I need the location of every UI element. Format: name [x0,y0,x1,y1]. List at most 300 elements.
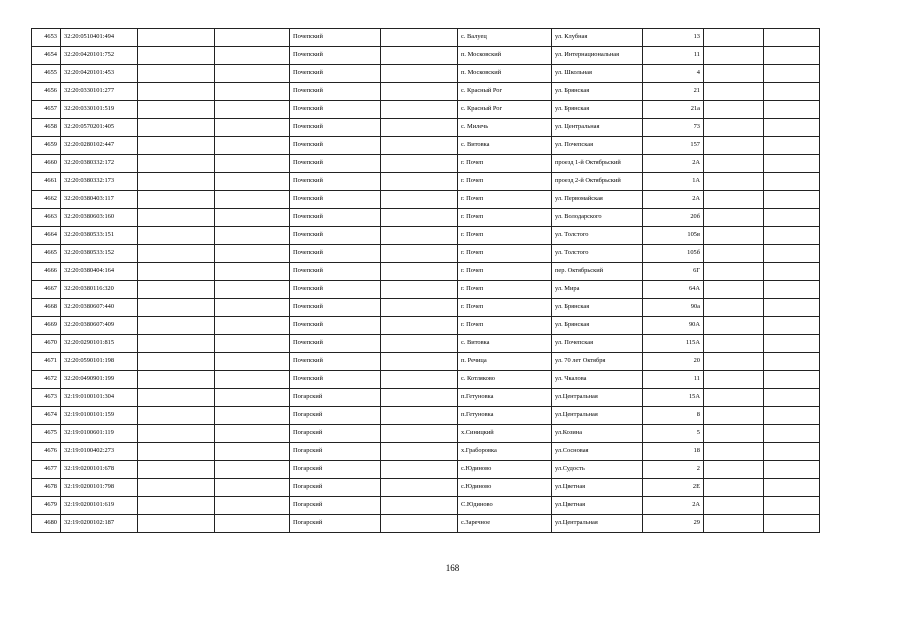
cadastral-number: 32:20:0420101:453 [61,65,138,83]
street: ул. Центральная [552,119,643,137]
table-row [32,101,820,119]
empty-cell [704,191,764,209]
empty-cell [764,209,820,227]
empty-cell [704,47,764,65]
empty-cell [138,317,215,335]
empty-cell [138,371,215,389]
house-number: 1А [643,173,704,191]
house-number: 20б [643,209,704,227]
house-number: 2А [643,497,704,515]
row-number: 4660 [32,155,61,173]
house-number: 20 [643,353,704,371]
empty-cell [704,227,764,245]
empty-cell [381,353,458,371]
settlement: п. Московский [458,47,552,65]
street: ул.Козина [552,425,643,443]
empty-cell [764,281,820,299]
district: Погарский [290,389,381,407]
empty-cell [764,47,820,65]
empty-cell [215,191,290,209]
empty-cell [764,425,820,443]
cadastral-number: 32:20:0570201:405 [61,119,138,137]
empty-cell [704,173,764,191]
empty-cell [764,227,820,245]
empty-cell [704,299,764,317]
page-number: 168 [445,563,460,573]
settlement: г. Почеп [458,227,552,245]
street: ул. Брянская [552,83,643,101]
empty-cell [704,497,764,515]
table-row [32,173,820,191]
cadastral-number: 32:20:0510401:494 [61,29,138,47]
house-number: 2Е [643,479,704,497]
district: Погарский [290,425,381,443]
empty-cell [138,47,215,65]
empty-cell [381,371,458,389]
cadastral-number: 32:20:0280102:447 [61,137,138,155]
house-number: 15А [643,389,704,407]
empty-cell [215,227,290,245]
empty-cell [704,209,764,227]
cadastral-number: 32:20:0330101:277 [61,83,138,101]
empty-cell [215,101,290,119]
empty-cell [215,299,290,317]
empty-cell [704,353,764,371]
district: Почепский [290,101,381,119]
house-number: 90А [643,317,704,335]
table-row [32,65,820,83]
row-number: 4680 [32,515,61,533]
empty-cell [138,245,215,263]
empty-cell [704,425,764,443]
empty-cell [215,317,290,335]
settlement: с.Заречное [458,515,552,533]
settlement: г. Почеп [458,281,552,299]
empty-cell [381,281,458,299]
district: Погарский [290,497,381,515]
row-number: 4672 [32,371,61,389]
empty-cell [381,191,458,209]
settlement: с.Юдиново [458,479,552,497]
empty-cell [215,119,290,137]
settlement: г. Почеп [458,191,552,209]
table-row [32,371,820,389]
empty-cell [381,407,458,425]
empty-cell [138,515,215,533]
district: Почепский [290,137,381,155]
empty-cell [381,47,458,65]
house-number: 8 [643,407,704,425]
empty-cell [704,65,764,83]
empty-cell [764,155,820,173]
district: Погарский [290,515,381,533]
empty-cell [764,317,820,335]
empty-cell [764,353,820,371]
district: Почепский [290,335,381,353]
empty-cell [215,47,290,65]
empty-cell [764,443,820,461]
street: проезд 1-й Октябрьский [552,155,643,173]
empty-cell [215,263,290,281]
empty-cell [215,29,290,47]
settlement: г. Почеп [458,317,552,335]
empty-cell [215,245,290,263]
empty-cell [764,263,820,281]
empty-cell [381,83,458,101]
empty-cell [764,461,820,479]
district: Погарский [290,461,381,479]
street: ул. Первомайская [552,191,643,209]
row-number: 4674 [32,407,61,425]
street: ул.Сосновая [552,443,643,461]
empty-cell [215,497,290,515]
empty-cell [704,461,764,479]
district: Погарский [290,407,381,425]
empty-cell [138,389,215,407]
empty-cell [215,407,290,425]
cadastral-number: 32:20:0380607:409 [61,317,138,335]
table-row [32,209,820,227]
cadastral-number: 32:20:0420101:752 [61,47,138,65]
house-number: 2А [643,155,704,173]
empty-cell [215,353,290,371]
settlement: г. Почеп [458,173,552,191]
empty-cell [138,83,215,101]
table-row [32,497,820,515]
table-row [32,479,820,497]
cadastral-number: 32:20:0380403:117 [61,191,138,209]
table-row [32,47,820,65]
row-number: 4657 [32,101,61,119]
empty-cell [704,101,764,119]
cadastral-number: 32:20:0380607:440 [61,299,138,317]
district: Почепский [290,29,381,47]
settlement: п.Гетуновка [458,389,552,407]
street: ул. Мира [552,281,643,299]
street: проезд 2-й Октябрьский [552,173,643,191]
cadastral-number: 32:19:0100601:119 [61,425,138,443]
empty-cell [138,29,215,47]
row-number: 4670 [32,335,61,353]
settlement: п.Гетуновка [458,407,552,425]
settlement: с. Красный Рог [458,101,552,119]
empty-cell [215,371,290,389]
empty-cell [704,515,764,533]
street: ул. Интернациональная [552,47,643,65]
empty-cell [764,479,820,497]
street: пер. Октябрьский [552,263,643,281]
cadastral-number: 32:19:0200101:619 [61,497,138,515]
empty-cell [764,515,820,533]
table-row [32,263,820,281]
empty-cell [704,119,764,137]
empty-cell [381,479,458,497]
house-number: 21 [643,83,704,101]
row-number: 4679 [32,497,61,515]
settlement: с. Милечь [458,119,552,137]
empty-cell [138,425,215,443]
row-number: 4665 [32,245,61,263]
table-row [32,191,820,209]
cadastral-number: 32:20:0330101:519 [61,101,138,119]
district: Почепский [290,245,381,263]
cadastral-number: 32:20:0380404:164 [61,263,138,281]
street: ул. Почепская [552,335,643,353]
empty-cell [381,209,458,227]
district: Почепский [290,65,381,83]
empty-cell [704,479,764,497]
empty-cell [764,191,820,209]
street: ул. 70 лет Октября [552,353,643,371]
table-row [32,155,820,173]
table-row [32,425,820,443]
district: Почепский [290,155,381,173]
row-number: 4664 [32,227,61,245]
cadastral-number: 32:20:0590101:198 [61,353,138,371]
district: Почепский [290,317,381,335]
row-number: 4667 [32,281,61,299]
district: Почепский [290,119,381,137]
registry-table [31,28,820,533]
row-number: 4669 [32,317,61,335]
empty-cell [138,407,215,425]
empty-cell [764,83,820,101]
street: ул. Клубная [552,29,643,47]
row-number: 4675 [32,425,61,443]
empty-cell [704,407,764,425]
table-row [32,443,820,461]
empty-cell [381,335,458,353]
cadastral-number: 32:19:0100402:273 [61,443,138,461]
empty-cell [381,155,458,173]
district: Почепский [290,353,381,371]
table-row [32,317,820,335]
empty-cell [215,443,290,461]
empty-cell [764,173,820,191]
row-number: 4666 [32,263,61,281]
empty-cell [381,245,458,263]
empty-cell [764,299,820,317]
table-body [32,29,820,533]
empty-cell [764,65,820,83]
street: ул. Школьная [552,65,643,83]
empty-cell [215,155,290,173]
cadastral-number: 32:19:0200102:187 [61,515,138,533]
settlement: г. Почеп [458,299,552,317]
empty-cell [381,137,458,155]
empty-cell [381,425,458,443]
settlement: г. Почеп [458,209,552,227]
district: Почепский [290,191,381,209]
empty-cell [138,101,215,119]
empty-cell [764,101,820,119]
empty-cell [138,461,215,479]
district: Почепский [290,173,381,191]
empty-cell [764,245,820,263]
settlement: х.Синицкий [458,425,552,443]
street: ул.Центральная [552,389,643,407]
empty-cell [381,101,458,119]
house-number: 4 [643,65,704,83]
settlement: п. Московский [458,65,552,83]
row-number: 4678 [32,479,61,497]
house-number: 13 [643,29,704,47]
table-row [32,389,820,407]
empty-cell [138,299,215,317]
cadastral-number: 32:19:0200101:678 [61,461,138,479]
district: Почепский [290,263,381,281]
house-number: 29 [643,515,704,533]
empty-cell [381,65,458,83]
street: ул. Толстого [552,227,643,245]
street: ул. Брянская [552,299,643,317]
empty-cell [138,335,215,353]
empty-cell [381,227,458,245]
empty-cell [704,83,764,101]
empty-cell [704,389,764,407]
row-number: 4662 [32,191,61,209]
settlement: с.Юдиново [458,461,552,479]
cadastral-number: 32:20:0380533:152 [61,245,138,263]
street: ул.Судость [552,461,643,479]
settlement: с. Витовка [458,335,552,353]
house-number: 105б [643,245,704,263]
house-number: 73 [643,119,704,137]
empty-cell [764,371,820,389]
settlement: с. Валуец [458,29,552,47]
table-row [32,461,820,479]
settlement: х.Граборовка [458,443,552,461]
empty-cell [704,317,764,335]
house-number: 64А [643,281,704,299]
row-number: 4677 [32,461,61,479]
empty-cell [215,83,290,101]
empty-cell [764,335,820,353]
row-number: 4655 [32,65,61,83]
cadastral-number: 32:20:0380332:173 [61,173,138,191]
house-number: 105в [643,227,704,245]
empty-cell [138,227,215,245]
empty-cell [215,461,290,479]
empty-cell [138,119,215,137]
row-number: 4676 [32,443,61,461]
district: Почепский [290,281,381,299]
table-row [32,281,820,299]
empty-cell [381,263,458,281]
table-row [32,353,820,371]
empty-cell [704,245,764,263]
empty-cell [381,119,458,137]
table-row [32,299,820,317]
cadastral-number: 32:20:0290101:815 [61,335,138,353]
empty-cell [704,155,764,173]
house-number: 6Г [643,263,704,281]
empty-cell [704,371,764,389]
house-number: 21а [643,101,704,119]
settlement: с. Витовка [458,137,552,155]
cadastral-number: 32:20:0490901:199 [61,371,138,389]
row-number: 4658 [32,119,61,137]
district: Почепский [290,227,381,245]
empty-cell [381,389,458,407]
settlement: С.Юдиново [458,497,552,515]
street: ул.Центральная [552,515,643,533]
house-number: 157 [643,137,704,155]
empty-cell [138,443,215,461]
table-row [32,29,820,47]
empty-cell [138,137,215,155]
settlement: г. Почеп [458,245,552,263]
empty-cell [215,173,290,191]
table-row [32,83,820,101]
row-number: 4668 [32,299,61,317]
cadastral-number: 32:19:0100101:159 [61,407,138,425]
empty-cell [704,263,764,281]
empty-cell [704,29,764,47]
row-number: 4663 [32,209,61,227]
row-number: 4656 [32,83,61,101]
cadastral-number: 32:20:0380116:320 [61,281,138,299]
street: ул. Чкалова [552,371,643,389]
empty-cell [138,353,215,371]
settlement: г. Почеп [458,263,552,281]
empty-cell [138,191,215,209]
district: Почепский [290,83,381,101]
empty-cell [381,515,458,533]
empty-cell [764,389,820,407]
street: ул.Центральная [552,407,643,425]
empty-cell [215,65,290,83]
empty-cell [764,407,820,425]
house-number: 2 [643,461,704,479]
empty-cell [381,173,458,191]
empty-cell [381,317,458,335]
street: ул. Брянская [552,317,643,335]
table-row [32,227,820,245]
empty-cell [704,443,764,461]
empty-cell [704,335,764,353]
cadastral-number: 32:20:0380533:151 [61,227,138,245]
empty-cell [381,299,458,317]
empty-cell [704,281,764,299]
house-number: 18 [643,443,704,461]
street: ул. Толстого [552,245,643,263]
row-number: 4659 [32,137,61,155]
empty-cell [138,209,215,227]
cadastral-number: 32:19:0100101:304 [61,389,138,407]
house-number: 11 [643,371,704,389]
empty-cell [764,137,820,155]
empty-cell [215,389,290,407]
empty-cell [381,461,458,479]
empty-cell [764,119,820,137]
district: Погарский [290,479,381,497]
empty-cell [215,209,290,227]
table-row [32,515,820,533]
district: Почепский [290,299,381,317]
empty-cell [381,29,458,47]
house-number: 5 [643,425,704,443]
row-number: 4671 [32,353,61,371]
district: Почепский [290,47,381,65]
empty-cell [215,281,290,299]
settlement: г. Почеп [458,155,552,173]
empty-cell [138,479,215,497]
row-number: 4661 [32,173,61,191]
settlement: с. Красный Рог [458,83,552,101]
empty-cell [215,479,290,497]
district: Почепский [290,371,381,389]
